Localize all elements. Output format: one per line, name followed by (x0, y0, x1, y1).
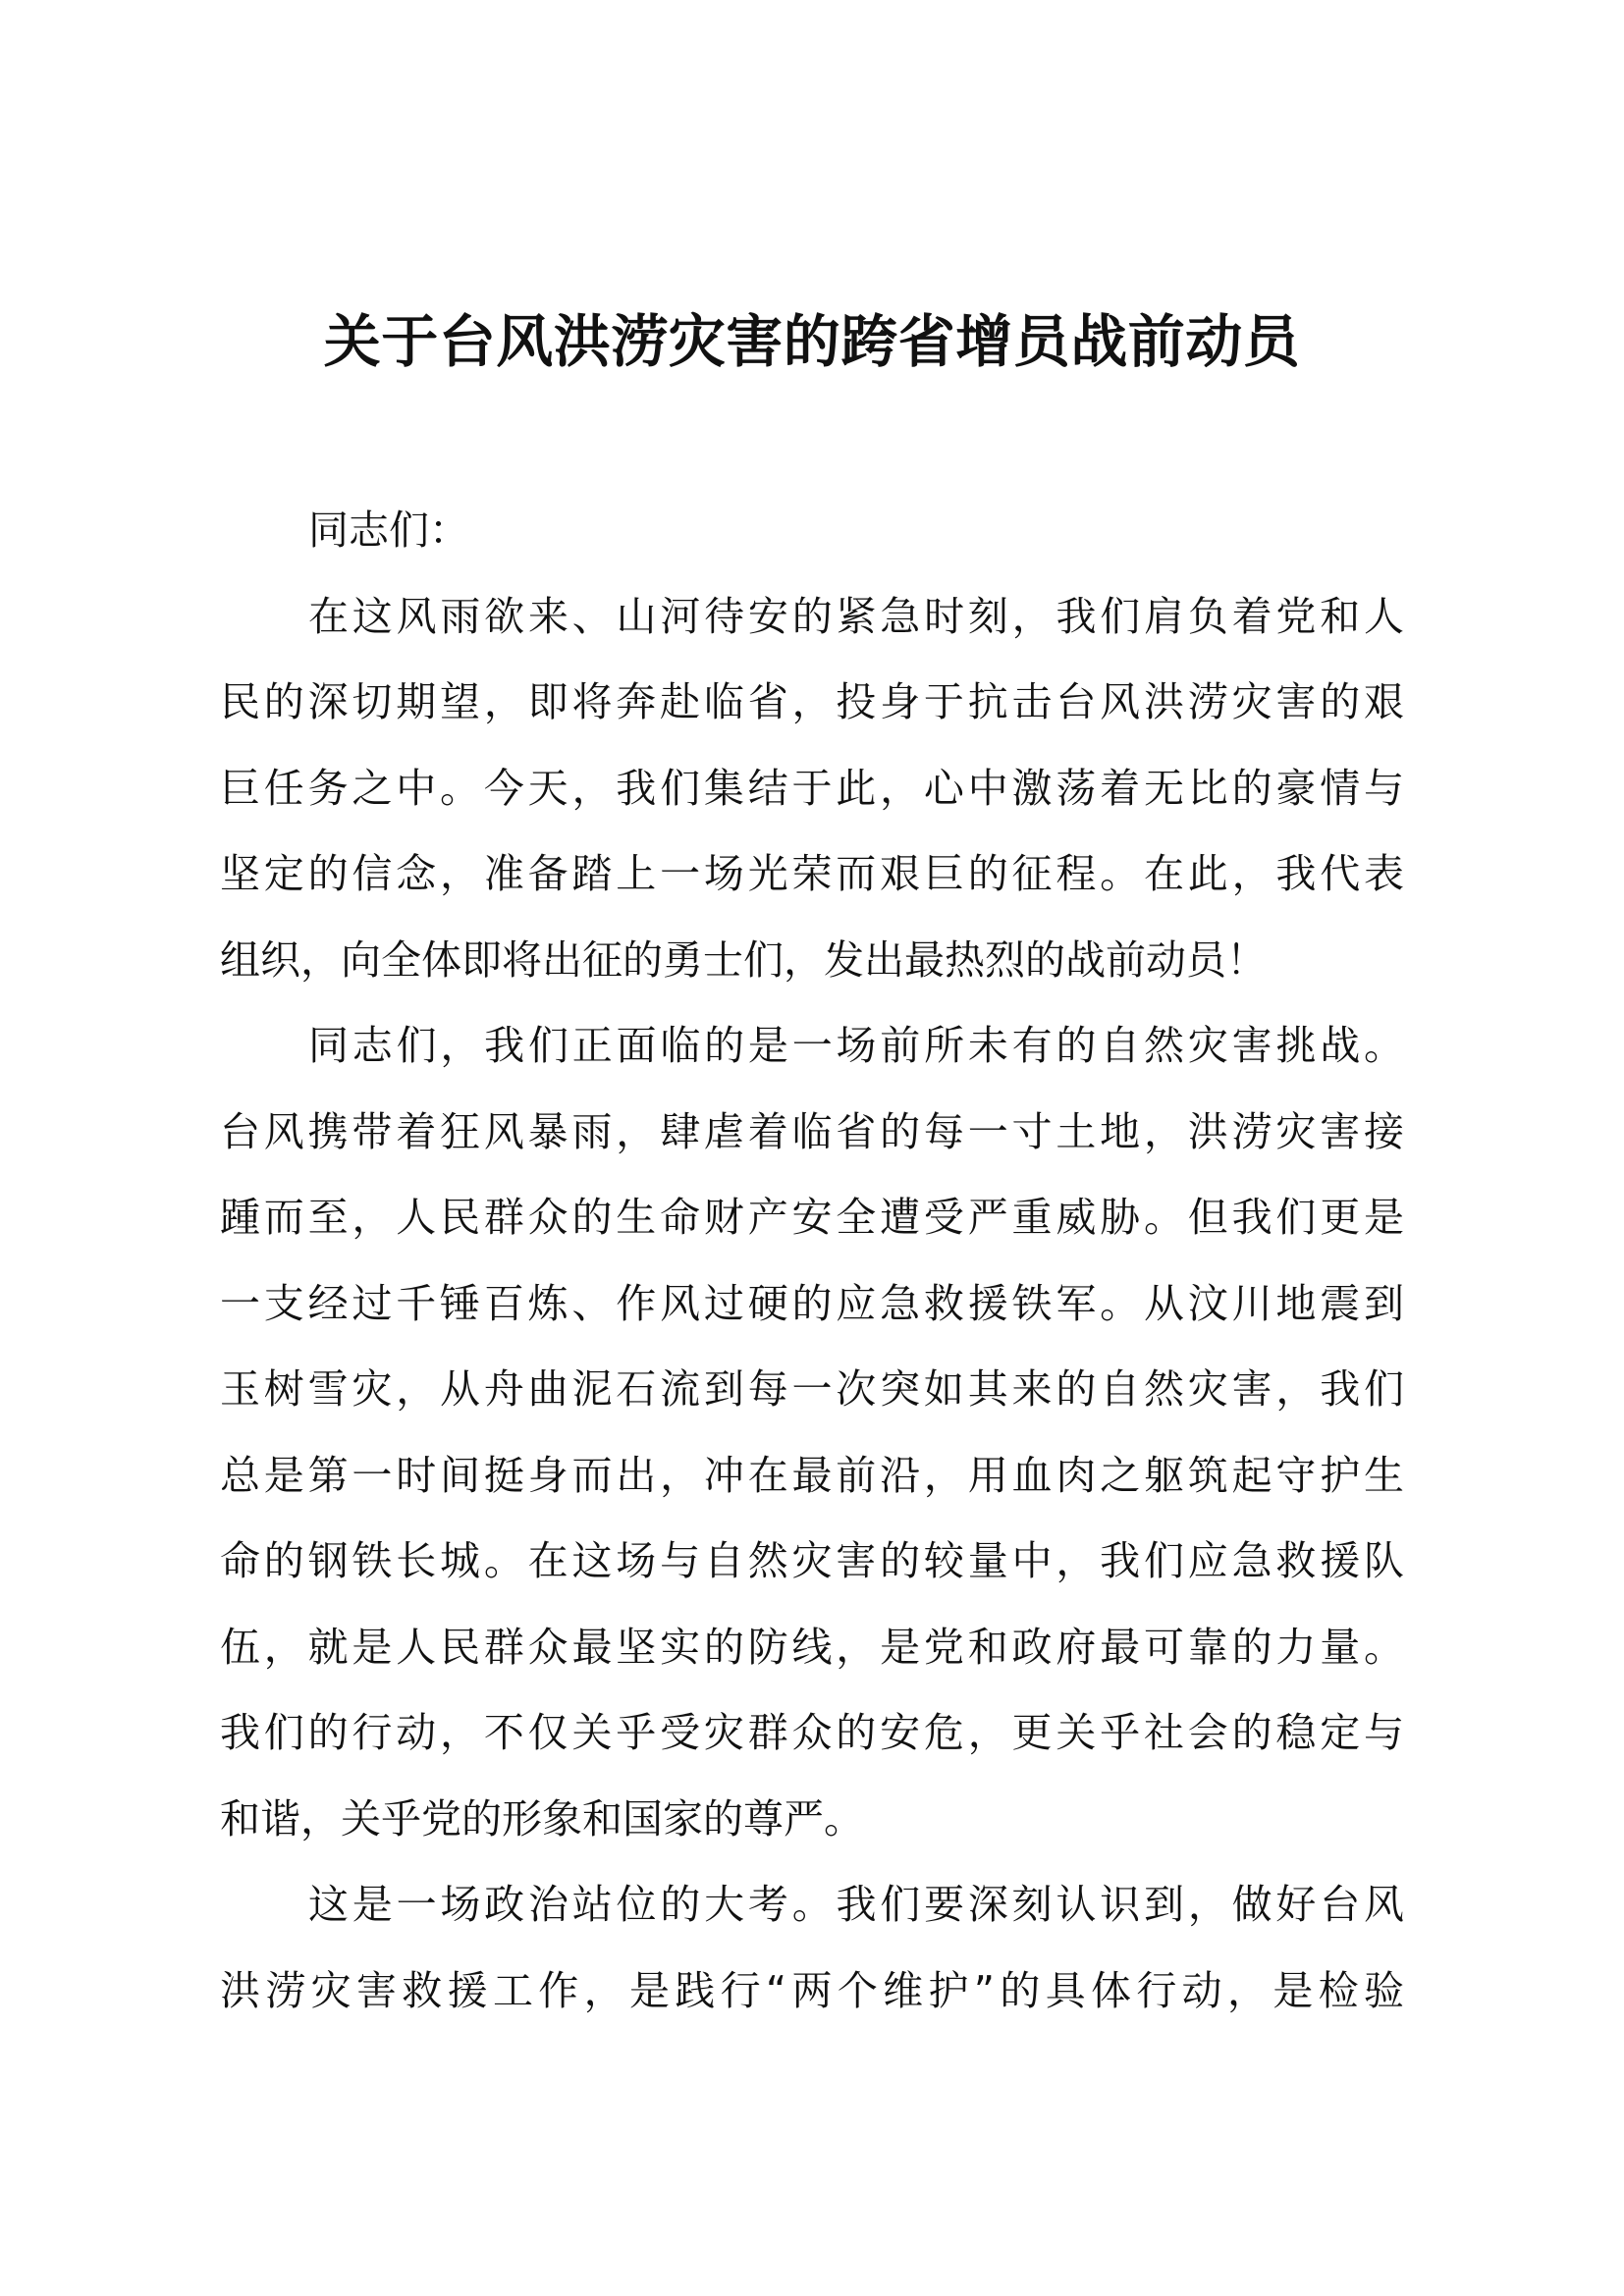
salutation: 同志们： (308, 507, 469, 554)
document-body (220, 488, 1404, 2034)
text-line: 和谐，关乎党的形象和国家的尊严。 (220, 1794, 864, 1842)
text-line: 组织，向全体即将出征的勇士们，发出最热烈的战前动员！ (220, 935, 1267, 984)
text-line: 伍，就是人民群众最坚实的防线，是党和政府最可靠的力量。 (220, 1623, 1404, 1671)
text-line: 民的深切期望，即将奔赴临省，投身于抗击台风洪涝灾害的艰 (220, 678, 1404, 725)
text-line: 这是一场政治站位的大考。我们要深刻认识到，做好台风 (308, 1881, 1404, 1928)
paragraph-2 (220, 1003, 1404, 1862)
text-line: 在这风雨欲来、山河待安的紧急时刻，我们肩负着党和人 (308, 592, 1404, 640)
text-line: 玉树雪灾，从舟曲泥石流到每一次突如其来的自然灾害，我们 (220, 1365, 1404, 1413)
text-line: 踵而至，人民群众的生命财产安全遭受严重威胁。但我们更是 (220, 1194, 1404, 1241)
text-line: 巨任务之中。今天，我们集结于此，心中激荡着无比的豪情与 (220, 764, 1404, 812)
text-line: 台风携带着狂风暴雨，肆虐着临省的每一寸土地，洪涝灾害接 (220, 1107, 1404, 1155)
text-line: 洪涝灾害救援工作，是践行“两个维护”的具体行动，是检验 (220, 1966, 1404, 2014)
text-line: 坚定的信念，准备踏上一场光荣而艰巨的征程。在此，我代表 (220, 850, 1404, 897)
text-line: 总是第一时间挺身而出，冲在最前沿，用血肉之躯筑起守护生 (220, 1451, 1404, 1499)
text-line: 命的钢铁长城。在这场与自然灾害的较量中，我们应急救援队 (220, 1537, 1404, 1584)
paragraph-3 (220, 1862, 1404, 2034)
text-line: 我们的行动，不仅关乎受灾群众的安危，更关乎社会的稳定与 (220, 1709, 1404, 1756)
text-line: 同志们，我们正面临的是一场前所未有的自然灾害挑战。 (308, 1022, 1404, 1069)
document-title: 关于台风洪涝灾害的跨省增员战前动员 (323, 308, 1301, 375)
text-line: 一支经过千锤百炼、作风过硬的应急救援铁军。从汶川地震到 (220, 1279, 1404, 1327)
paragraph-1 (220, 574, 1404, 1004)
